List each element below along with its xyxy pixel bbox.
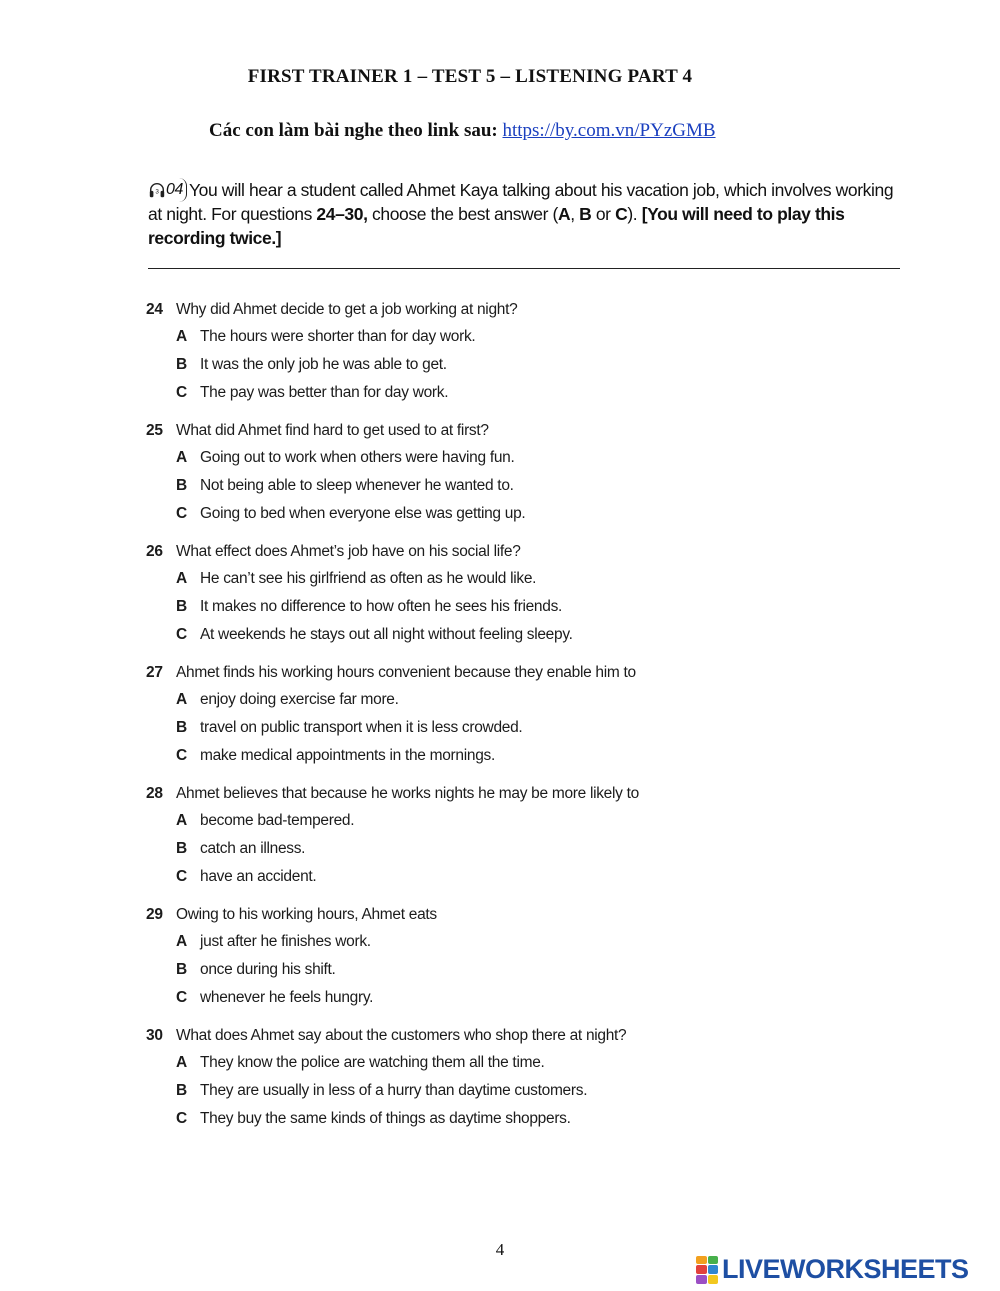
- option-text: Not being able to sleep whenever he wanted to.: [200, 477, 514, 494]
- option-text: The pay was better than for day work.: [200, 384, 449, 401]
- sep2: or: [591, 204, 616, 224]
- question-range: 24–30,: [316, 204, 368, 224]
- answer-option-a[interactable]: [146, 686, 906, 714]
- question-27: [146, 659, 906, 770]
- option-letter: B: [176, 477, 187, 494]
- option-text: It was the only job he was able to get.: [200, 356, 447, 373]
- option-letter: A: [176, 570, 187, 587]
- headphones-icon: [148, 181, 166, 199]
- option-text: Going to bed when everyone else was getting up.: [200, 505, 526, 522]
- option-letter: A: [176, 449, 187, 466]
- answer-option-b[interactable]: [146, 835, 906, 863]
- question-text: What did Ahmet find hard to get used to at first?: [176, 421, 489, 439]
- question-number: 24: [146, 300, 163, 318]
- answer-option-a[interactable]: [146, 807, 906, 835]
- option-letter: C: [176, 868, 187, 885]
- question-stem: [146, 901, 906, 928]
- answer-option-b[interactable]: [146, 472, 906, 500]
- answer-option-b[interactable]: [146, 351, 906, 379]
- option-letter: B: [176, 719, 187, 736]
- option-letter: A: [176, 933, 187, 950]
- answer-option-c[interactable]: [146, 1105, 906, 1133]
- option-letter: C: [176, 626, 187, 643]
- option-text: enjoy doing exercise far more.: [200, 691, 399, 708]
- answer-option-b[interactable]: [146, 714, 906, 742]
- option-letter: A: [176, 1054, 187, 1071]
- question-24: [146, 296, 906, 407]
- answer-option-c[interactable]: [146, 742, 906, 770]
- instructions: [148, 178, 908, 250]
- option-letter: C: [176, 1110, 187, 1127]
- option-letter: C: [176, 989, 187, 1006]
- option-text: He can’t see his girlfriend as often as he would like.: [200, 570, 537, 587]
- question-text: Ahmet finds his working hours convenient because they enable him to: [176, 663, 636, 681]
- answer-option-b[interactable]: [146, 593, 906, 621]
- question-stem: [146, 1022, 906, 1049]
- audio-link[interactable]: https://by.com.vn/PYzGMB: [502, 120, 716, 141]
- question-list: [146, 296, 906, 1143]
- liveworksheets-logo: [696, 1254, 969, 1285]
- question-number: 26: [146, 542, 163, 560]
- page-number: 4: [495, 1240, 505, 1259]
- choice-b: B: [579, 204, 592, 224]
- question-stem: [146, 538, 906, 565]
- option-text: They are usually in less of a hurry than daytime customers.: [200, 1082, 588, 1099]
- option-text: They know the police are watching them all the time.: [200, 1054, 545, 1071]
- answer-option-c[interactable]: [146, 379, 906, 407]
- question-30: [146, 1022, 906, 1133]
- brand-name: LIVEWORKSHEETS: [722, 1254, 969, 1284]
- listening-link-line: [209, 120, 716, 142]
- question-28: [146, 780, 906, 891]
- option-letter: C: [176, 747, 187, 764]
- option-text: travel on public transport when it is less crowded.: [200, 719, 523, 736]
- option-text: The hours were shorter than for day work.: [200, 328, 476, 345]
- option-letter: A: [176, 691, 187, 708]
- instructions-part3: ).: [627, 204, 642, 224]
- question-number: 27: [146, 663, 163, 681]
- instructions-part2: choose the best answer (: [367, 204, 558, 224]
- option-text: At weekends he stays out all night without feeling sleepy.: [200, 626, 573, 643]
- answer-option-c[interactable]: [146, 863, 906, 891]
- question-text: What does Ahmet say about the customers who shop there at night?: [176, 1026, 627, 1044]
- answer-option-a[interactable]: [146, 323, 906, 351]
- option-letter: B: [176, 840, 187, 857]
- choice-c: C: [615, 204, 628, 224]
- option-letter: C: [176, 384, 187, 401]
- option-letter: B: [176, 598, 187, 615]
- link-label: Các con làm bài nghe theo link sau:: [209, 120, 498, 141]
- option-text: Going out to work when others were having fun.: [200, 449, 515, 466]
- question-number: 25: [146, 421, 163, 439]
- question-29: [146, 901, 906, 1012]
- option-text: once during his shift.: [200, 961, 336, 978]
- question-number: 30: [146, 1026, 163, 1044]
- question-number: 28: [146, 784, 163, 802]
- option-text: make medical appointments in the mornings.: [200, 747, 495, 764]
- option-letter: B: [176, 961, 187, 978]
- option-text: whenever he feels hungry.: [200, 989, 374, 1006]
- track-disc: 3: [155, 188, 159, 196]
- question-stem: [146, 659, 906, 686]
- instructions-part1: You will hear a student called Ahmet Kaya talking about his vacation job, which involves working at night. For questions: [148, 180, 894, 224]
- play-twice-note: [You will need to play this recording twice.]: [148, 204, 845, 248]
- option-letter: B: [176, 356, 187, 373]
- question-number: 29: [146, 905, 163, 923]
- answer-option-a[interactable]: [146, 1049, 906, 1077]
- audio-track-badge: [148, 180, 187, 200]
- question-25: [146, 417, 906, 528]
- track-number: 04: [166, 178, 187, 202]
- option-letter: A: [176, 328, 187, 345]
- question-stem: [146, 417, 906, 444]
- divider: [148, 268, 900, 269]
- option-text: just after he finishes work.: [200, 933, 371, 950]
- page-title: FIRST TRAINER 1 – TEST 5 – LISTENING PART 4: [247, 66, 693, 87]
- sep1: ,: [570, 204, 580, 224]
- option-letter: C: [176, 505, 187, 522]
- question-text: Owing to his working hours, Ahmet eats: [176, 905, 437, 923]
- question-stem: [146, 296, 906, 323]
- answer-option-b[interactable]: [146, 956, 906, 984]
- option-text: become bad-tempered.: [200, 812, 355, 829]
- answer-option-c[interactable]: [146, 621, 906, 649]
- logo-blocks-icon: [696, 1256, 718, 1284]
- question-text: Ahmet believes that because he works nights he may be more likely to: [176, 784, 639, 802]
- question-text: Why did Ahmet decide to get a job working at night?: [176, 300, 518, 318]
- option-letter: A: [176, 812, 187, 829]
- option-text: They buy the same kinds of things as daytime shoppers.: [200, 1110, 571, 1127]
- choice-a: A: [557, 204, 571, 224]
- answer-option-c[interactable]: [146, 984, 906, 1012]
- option-text: have an accident.: [200, 868, 317, 885]
- option-letter: B: [176, 1082, 187, 1099]
- question-stem: [146, 780, 906, 807]
- answer-option-b[interactable]: [146, 1077, 906, 1105]
- answer-option-c[interactable]: [146, 500, 906, 528]
- option-text: catch an illness.: [200, 840, 306, 857]
- question-text: What effect does Ahmet’s job have on his social life?: [176, 542, 521, 560]
- answer-option-a[interactable]: [146, 565, 906, 593]
- question-26: [146, 538, 906, 649]
- option-text: It makes no difference to how often he sees his friends.: [200, 598, 563, 615]
- answer-option-a[interactable]: [146, 444, 906, 472]
- answer-option-a[interactable]: [146, 928, 906, 956]
